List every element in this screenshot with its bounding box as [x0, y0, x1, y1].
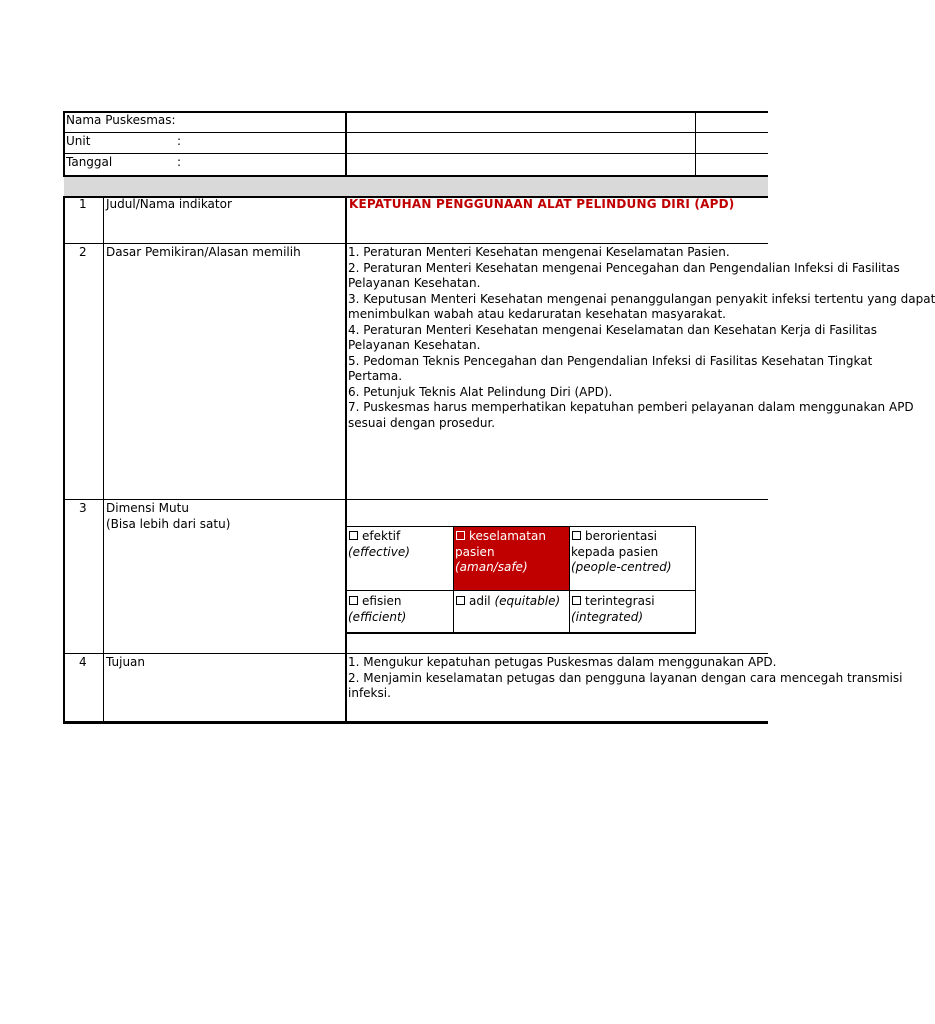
keselamatan-label-1: keselamatan — [469, 529, 546, 543]
basis-line: Pertama. — [348, 369, 403, 383]
berorientasi-label-2: kepada pasien — [571, 544, 659, 559]
row3-label-2: (Bisa lebih dari satu) — [106, 516, 231, 531]
main-col-line-1 — [103, 196, 104, 724]
main-row-line-1 — [63, 243, 768, 244]
row3-number: 3 — [79, 501, 87, 515]
tanggal-colon: : — [177, 155, 182, 169]
basis-line: 3. Keputusan Menteri Kesehatan mengenai penanggulangan penyakit infeksi tertentu yang dapat — [348, 291, 935, 306]
unit-colon: : — [177, 134, 182, 148]
hdr-left-line — [63, 111, 65, 177]
dim-right-line — [695, 526, 696, 634]
efisien-label: efisien — [362, 594, 402, 608]
goal-line: 2. Menjamin keselamatan petugas dan pengguna layanan dengan cara mencegah transmisi — [348, 670, 903, 685]
terintegrasi-label: terintegrasi — [585, 594, 655, 608]
row1-number: 1 — [79, 197, 87, 211]
indicator-title: KEPATUHAN PENGGUNAAN ALAT PELINDUNG DIRI (APD) — [349, 197, 735, 211]
basis-line: Pelayanan Kesehatan. — [348, 338, 481, 352]
tanggal-label: Tanggal — [66, 155, 113, 169]
efisien-checkbox[interactable] — [349, 596, 358, 605]
hdr-right-line — [695, 111, 696, 177]
main-row-line-3 — [63, 653, 768, 654]
grey-separator — [64, 177, 768, 196]
dim-mid-line — [345, 590, 695, 591]
row1-label: Judul/Nama indikator — [106, 197, 232, 211]
berorientasi-en: (people-centred) — [571, 560, 672, 574]
row2-number: 2 — [79, 245, 87, 259]
row4-number: 4 — [79, 655, 87, 669]
efektif-en: (effective) — [348, 544, 410, 559]
basis-line: 5. Pedoman Teknis Pencegahan dan Pengendalian Infeksi di Fasilitas Kesehatan Tingkat — [348, 353, 873, 368]
keselamatan-option[interactable] — [456, 529, 546, 545]
goal-line: 1. Mengukur kepatuhan petugas Puskesmas dalam menggunakan APD. — [348, 655, 777, 669]
nama-puskesmas-label: Nama Puskesmas: — [66, 113, 176, 127]
row4-value-clip — [348, 655, 903, 715]
adil-label: adil — [469, 594, 491, 608]
efektif-label: efektif — [362, 529, 401, 543]
berorientasi-checkbox[interactable] — [572, 531, 581, 540]
row2-label: Dasar Pemikiran/Alasan memilih — [106, 245, 301, 259]
keselamatan-en: (aman/safe) — [455, 560, 528, 574]
adil-en: (equitable) — [494, 594, 561, 608]
hdr-line-3 — [63, 153, 768, 154]
efisien-en: (efficient) — [348, 609, 407, 624]
keselamatan-checkbox[interactable] — [456, 531, 465, 540]
adil-checkbox[interactable] — [456, 596, 465, 605]
basis-line: 7. Puskesmas harus memperhatikan kepatuhan pemberi pelayanan dalam menggunakan APD — [348, 400, 914, 414]
dim-col-line-2 — [569, 526, 570, 633]
efisien-option[interactable] — [349, 594, 402, 610]
dim-top-line — [345, 526, 695, 527]
terintegrasi-checkbox[interactable] — [572, 596, 581, 605]
row2-value-clip — [348, 245, 935, 445]
hdr-line-2 — [63, 132, 768, 133]
terintegrasi-option[interactable] — [572, 594, 655, 610]
basis-line: 4. Peraturan Menteri Kesehatan mengenai Keselamatan dan Kesehatan Kerja di Fasilitas — [348, 322, 877, 337]
basis-line: 6. Petunjuk Teknis Alat Pelindung Diri (APD). — [348, 384, 613, 399]
main-left-line — [63, 196, 65, 724]
basis-line: menimbulkan wabah atau kedaruratan kesehatan masyarakat. — [348, 307, 726, 321]
adil-option[interactable] — [456, 594, 560, 610]
basis-line: 1. Peraturan Menteri Kesehatan mengenai Keselamatan Pasien. — [348, 245, 730, 259]
basis-line: 2. Peraturan Menteri Kesehatan mengenai Pencegahan dan Pengendalian Infeksi di Fasilitas — [348, 260, 900, 275]
main-row-line-2 — [63, 499, 768, 500]
dim-bottom-line — [345, 632, 696, 634]
berorientasi-label-1: berorientasi — [585, 529, 657, 543]
main-col-line-2 — [345, 196, 347, 724]
keselamatan-label-2: pasien — [455, 544, 495, 559]
unit-label: Unit — [66, 134, 91, 148]
efektif-checkbox[interactable] — [349, 531, 358, 540]
row1-value-clip — [349, 197, 735, 217]
main-bottom-line — [63, 721, 768, 724]
berorientasi-option[interactable] — [572, 529, 657, 545]
efektif-option[interactable] — [349, 529, 400, 545]
row3-label-1: Dimensi Mutu — [106, 501, 189, 515]
row4-label: Tujuan — [106, 655, 146, 669]
basis-line: Pelayanan Kesehatan. — [348, 276, 481, 290]
basis-line: sesuai dengan prosedur. — [348, 415, 496, 430]
hdr-mid-line — [345, 111, 347, 177]
goal-line: infeksi. — [348, 686, 391, 700]
terintegrasi-en: (integrated) — [571, 609, 643, 624]
dim-col-line-1 — [453, 526, 454, 633]
